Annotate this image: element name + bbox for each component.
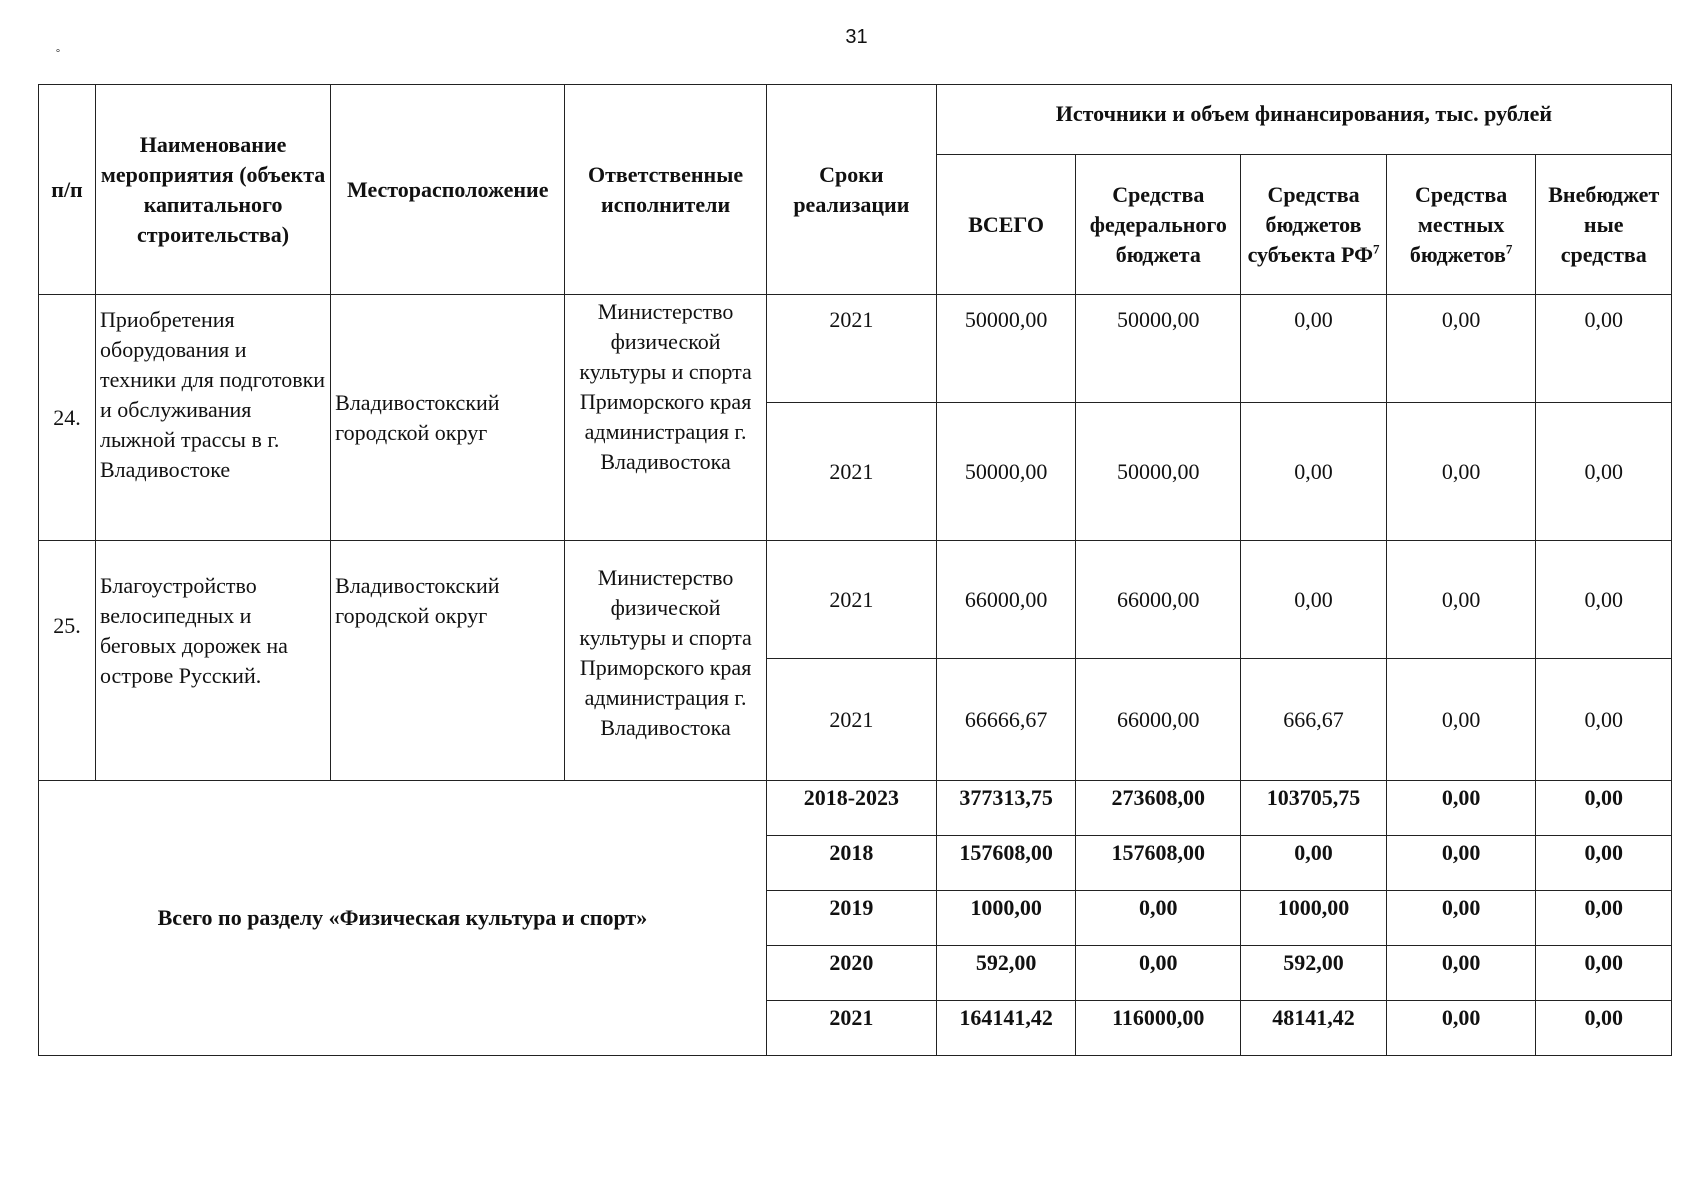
cell-local: 0,00	[1386, 836, 1536, 891]
table-row	[39, 295, 1672, 403]
header-funding-group: Источники и объем финансирования, тыс. рублей	[936, 85, 1671, 155]
cell-local: 0,00	[1386, 295, 1536, 403]
page-number: 31	[845, 26, 868, 48]
cell-extra: 0,00	[1536, 403, 1672, 541]
cell-federal: 66000,00	[1076, 541, 1241, 659]
header-federal: Средства федерального бюджета	[1076, 155, 1241, 295]
cell-federal: 0,00	[1076, 946, 1241, 1001]
header-num: п/п	[39, 85, 96, 295]
cell-total: 66666,67	[936, 659, 1075, 781]
cell-local: 0,00	[1386, 781, 1536, 836]
cell-regional: 0,00	[1241, 295, 1387, 403]
cell-year: 2021	[766, 403, 936, 541]
cell-total: 50000,00	[936, 403, 1075, 541]
cell-federal: 50000,00	[1076, 295, 1241, 403]
header-period: Сроки реализации	[766, 85, 936, 295]
cell-local: 0,00	[1386, 1001, 1536, 1056]
cell-year: 2021	[766, 1001, 936, 1056]
cell-extra: 0,00	[1536, 1001, 1672, 1056]
cell-year: 2018	[766, 836, 936, 891]
cell-total: 377313,75	[936, 781, 1075, 836]
cell-local: 0,00	[1386, 946, 1536, 1001]
entry-location: Владивостокский городской округ	[331, 541, 565, 781]
cell-federal: 0,00	[1076, 891, 1241, 946]
cell-total: 157608,00	[936, 836, 1075, 891]
cell-regional: 0,00	[1241, 541, 1387, 659]
cell-total: 66000,00	[936, 541, 1075, 659]
header-extra: Внебюджет ные средства	[1536, 155, 1672, 295]
header-responsible: Ответственные исполнители	[565, 85, 767, 295]
cell-federal: 273608,00	[1076, 781, 1241, 836]
cell-federal: 50000,00	[1076, 403, 1241, 541]
cell-local: 0,00	[1386, 541, 1536, 659]
entry-name: Приобретения оборудования и техники для подготовки и обслуживания лыжной трассы в г. Владивостоке	[96, 295, 331, 541]
cell-year: 2020	[766, 946, 936, 1001]
header-total: ВСЕГО	[936, 155, 1075, 295]
cell-regional: 103705,75	[1241, 781, 1387, 836]
entry-name: Благоустройство велосипедных и беговых дорожек на острове Русский.	[96, 541, 331, 781]
summary-row	[39, 781, 1672, 836]
cell-total: 1000,00	[936, 891, 1075, 946]
cell-regional: 666,67	[1241, 659, 1387, 781]
cell-local: 0,00	[1386, 891, 1536, 946]
header-regional: Средства бюджетов субъекта $РФ^7$	[1241, 155, 1387, 295]
cell-federal: 66000,00	[1076, 659, 1241, 781]
scan-mark: °	[56, 48, 60, 59]
cell-extra: 0,00	[1536, 781, 1672, 836]
header-name: Наименование мероприятия (объекта капитального строительства)	[96, 85, 331, 295]
entry-num: 24.	[39, 295, 96, 541]
cell-local: 0,00	[1386, 659, 1536, 781]
header-location: Месторасположение	[331, 85, 565, 295]
cell-total: 592,00	[936, 946, 1075, 1001]
cell-regional: 1000,00	[1241, 891, 1387, 946]
header-local: Средства местных бюджетов$^7$	[1386, 155, 1536, 295]
entry-num: 25.	[39, 541, 96, 781]
cell-regional: 0,00	[1241, 403, 1387, 541]
cell-extra: 0,00	[1536, 659, 1672, 781]
cell-year: 2021	[766, 659, 936, 781]
cell-local: 0,00	[1386, 403, 1536, 541]
cell-extra: 0,00	[1536, 295, 1672, 403]
cell-extra: 0,00	[1536, 836, 1672, 891]
cell-regional: 592,00	[1241, 946, 1387, 1001]
cell-extra: 0,00	[1536, 891, 1672, 946]
cell-year: 2021	[766, 541, 936, 659]
cell-year: 2019	[766, 891, 936, 946]
cell-extra: 0,00	[1536, 946, 1672, 1001]
summary-label: Всего по разделу «Физическая культура и спорт»	[39, 781, 767, 1056]
cell-extra: 0,00	[1536, 541, 1672, 659]
table-row	[39, 541, 1672, 659]
cell-total: 164141,42	[936, 1001, 1075, 1056]
cell-federal: 157608,00	[1076, 836, 1241, 891]
entry-responsible: Министерство физической культуры и спорта Приморского края администрация г. Владивостока	[565, 295, 767, 541]
cell-year: 2018-2023	[766, 781, 936, 836]
cell-total: 50000,00	[936, 295, 1075, 403]
entry-responsible: Министерство физической культуры и спорта Приморского края администрация г. Владивостока	[565, 541, 767, 781]
cell-year: 2021	[766, 295, 936, 403]
entry-location: Владивостокский городской округ	[331, 295, 565, 541]
cell-federal: 116000,00	[1076, 1001, 1241, 1056]
funding-table	[38, 84, 1672, 1056]
cell-regional: 48141,42	[1241, 1001, 1387, 1056]
cell-regional: 0,00	[1241, 836, 1387, 891]
